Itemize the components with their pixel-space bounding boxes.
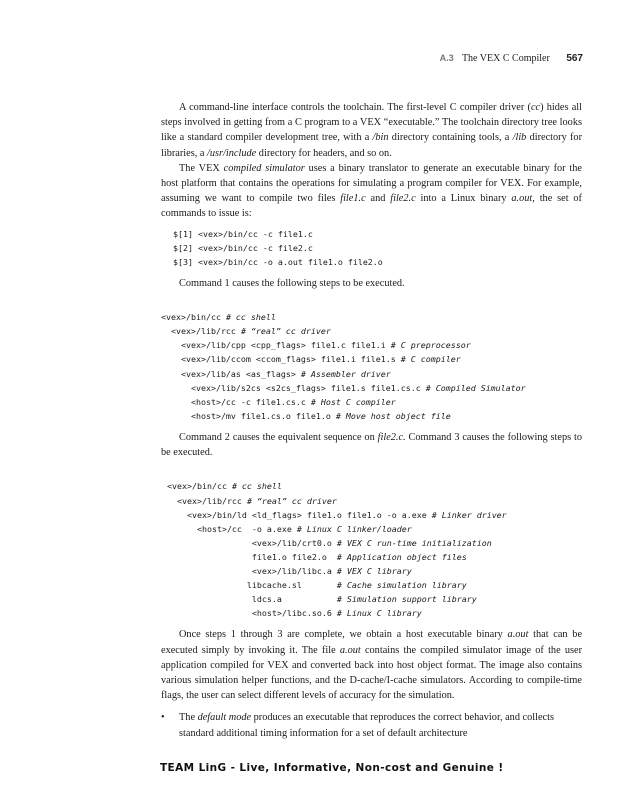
page-number: 567 xyxy=(566,53,583,64)
code-line: <vex>/lib/libc.a # VEX C library xyxy=(167,566,412,577)
bullet-mark: • xyxy=(161,712,165,724)
mode-list xyxy=(161,710,582,740)
code-line: <host>/cc -o a.exe # Linux C linker/loader xyxy=(167,523,412,534)
section-title: The VEX C Compiler xyxy=(461,53,550,64)
paragraph-command2: Command 2 causes the equivalent sequence on file2.c. Command 3 causes the following steps to be executed. xyxy=(161,431,582,459)
code-line: <vex>/lib/as <as_flags> # Assembler driver xyxy=(161,368,391,379)
command-list xyxy=(161,227,582,269)
code-line: <vex>/bin/cc # cc shell xyxy=(161,312,276,323)
section-number: A.3 xyxy=(439,53,454,63)
running-header xyxy=(440,53,583,64)
code-line: <vex>/bin/cc # cc shell xyxy=(167,481,282,492)
code-line: <vex>/bin/ld <ld_flags> file1.o file1.o -o a.exe # Linker driver xyxy=(167,509,507,520)
code-line: <vex>/lib/ccom <ccom_flags> file1.i file1.s # C compiler xyxy=(161,354,461,365)
paragraph-compiled-simulator: The VEX compiled simulator uses a binary translator to generate an executable binary for the host platform that contains the operations for simulating a program compiler for VEX. For example, assuming we want to compile two files file1.c and file2.c into a Linux binary a.out, the set of commands to issue is: xyxy=(161,162,582,220)
paragraph-executable: Once steps 1 through 3 are complete, we obtain a host executable binary a.out that can be executed simply by invoking it. The file a.out contains the compiled simulator image of the user application compiled for VEX and converted back into host object format. The image also contains various simulation helper functions, and the D-cache/I-cache simulators. According to compile-time flags, the user can select different levels of accuracy for the simulation. xyxy=(161,629,583,702)
code-line: <host>/cc -c file1.cs.c # Host C compiler xyxy=(161,396,396,407)
code-line: <vex>/lib/rcc # “real” cc driver xyxy=(161,326,331,337)
command-line: $[2] <vex>/bin/cc -c file2.c xyxy=(173,242,313,253)
list-item: • The default mode produces an executable that reproduces the correct behavior, and collects standard additional timing information for a set of default architecture xyxy=(161,712,554,739)
command3-steps xyxy=(161,465,582,620)
footer-banner: TEAM LinG - Live, Informative, Non-cost and Genuine ! xyxy=(160,762,504,774)
code-line: <vex>/lib/cpp <cpp_flags> file1.c file1.i # C preprocessor xyxy=(161,340,471,351)
code-line: libcache.sl # Cache simulation library xyxy=(167,580,467,591)
command-line: $[3] <vex>/bin/cc -o a.out file1.o file2.o xyxy=(173,256,383,267)
code-line: <vex>/lib/rcc # “real” cc driver xyxy=(167,495,337,506)
paragraph-toolchain: A command-line interface controls the toolchain. The first-level C compiler driver (cc) hides all steps involved in getting from a C program to a VEX “executable.” The toolchain directory tree looks like a standard compiler development tree, with a /bin directory containing tools, a /lib directory for libraries, a /usr/include directory for headers, and so on. xyxy=(161,102,583,159)
code-line: <host>/libc.so.6 # Linux C library xyxy=(167,608,422,619)
code-line: <host>/mv file1.cs.o file1.o # Move host object file xyxy=(161,410,451,421)
code-line: ldcs.a # Simulation support library xyxy=(167,594,477,605)
paragraph-command1: Command 1 causes the following steps to be executed. xyxy=(179,277,405,289)
code-line: <vex>/lib/s2cs <s2cs_flags> file1.s file1.cs.c # Compiled Simulator xyxy=(161,382,526,393)
command1-steps xyxy=(161,296,582,423)
page-body xyxy=(161,100,582,741)
command-line: $[1] <vex>/bin/cc -c file1.c xyxy=(173,228,313,239)
code-line: file1.o file2.o # Application object files xyxy=(167,551,467,562)
code-line: <vex>/lib/crt0.o # VEX C run-time initialization xyxy=(167,537,492,548)
